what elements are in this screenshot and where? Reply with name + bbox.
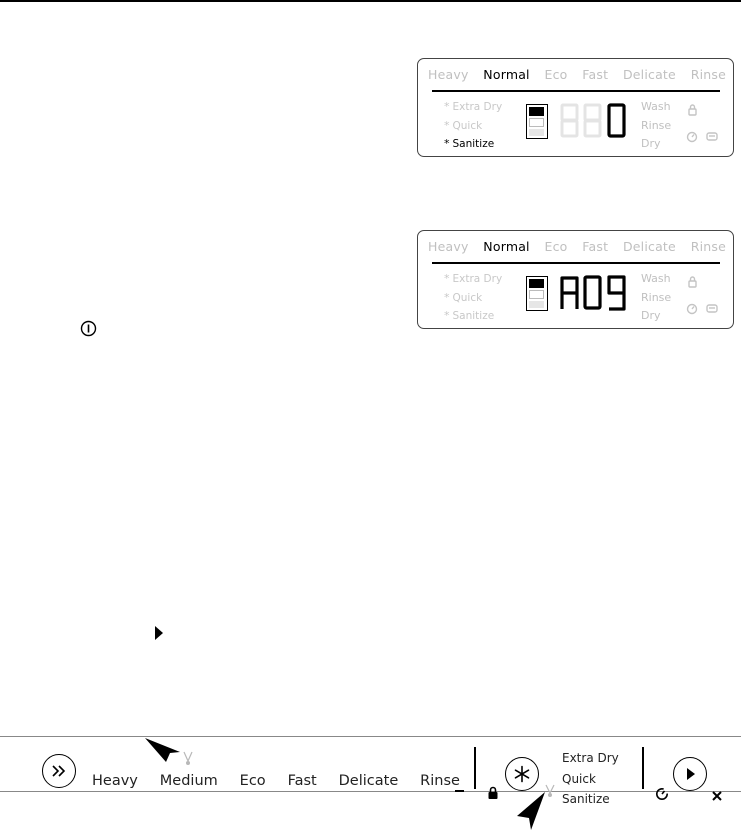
segment-display-icon [558, 102, 653, 140]
arrow-pointer-icon [143, 736, 203, 772]
cycle-rinse[interactable]: Rinse [420, 773, 460, 789]
panel-option-label: Sanitize [452, 310, 495, 322]
option-sanitize[interactable]: Sanitize [562, 792, 610, 806]
delay-timer-icon [688, 133, 697, 142]
display-panel-2 [417, 230, 734, 329]
panel-cycle-rinse: Rinse [690, 239, 726, 254]
close-icon[interactable] [711, 790, 723, 802]
asterisk-icon: * [444, 118, 450, 132]
panel-option-sanitize [444, 135, 534, 154]
phase-wash: Wash [641, 272, 671, 285]
cycle-fast[interactable]: Fast [287, 773, 317, 789]
cycle-heavy[interactable]: Heavy [92, 773, 138, 789]
panel-cycle-heavy: Heavy [428, 67, 469, 82]
segment-readout [558, 274, 653, 312]
segment-display-icon [558, 274, 653, 312]
level-bars-icon [526, 104, 548, 139]
panel-option-label: Extra Dry [452, 101, 503, 113]
option-extra-dry[interactable]: Extra Dry [562, 751, 619, 765]
cycle-medium[interactable]: Medium [159, 773, 218, 789]
lock-icon [689, 105, 696, 115]
arrow-pointer-icon [515, 782, 561, 832]
panel-status-icons [684, 275, 724, 325]
panel-cycle-eco: Eco [544, 239, 568, 254]
delay-timer-icon [688, 305, 697, 314]
lock-icon [487, 786, 499, 800]
level-bars-icon [526, 276, 548, 311]
panel-option-label: Sanitize [452, 138, 495, 150]
option-quick[interactable]: Quick [562, 771, 596, 786]
panel-cycle-fast: Fast [582, 67, 609, 82]
panel-cycle-list [428, 239, 726, 256]
asterisk-icon: * [444, 290, 450, 304]
panel-option-sanitize [444, 307, 534, 326]
wifi-icon [707, 305, 717, 312]
panel-phase-list [641, 270, 671, 326]
asterisk-icon: * [444, 272, 450, 285]
asterisk-icon: * [444, 309, 450, 322]
cycle-eco[interactable]: Eco [239, 773, 266, 789]
panel-cycle-rinse: Rinse [690, 67, 726, 82]
panel-option-label: Extra Dry [452, 273, 503, 285]
panel-divider [432, 262, 720, 264]
cycle-select-button[interactable] [42, 754, 76, 788]
option-list [562, 748, 619, 810]
strip-divider [474, 747, 476, 789]
strip-divider [642, 747, 644, 789]
power-icon [80, 320, 97, 337]
phase-rinse: Rinse [641, 290, 672, 304]
cycle-delicate[interactable]: Delicate [338, 773, 399, 789]
panel-status-icons [684, 103, 724, 153]
asterisk-icon: * [444, 100, 450, 113]
panel-cycle-delicate: Delicate [622, 239, 676, 254]
panel-cycle-heavy: Heavy [428, 239, 469, 254]
wifi-icon [707, 133, 717, 140]
panel-cycle-fast: Fast [582, 239, 609, 254]
asterisk-icon [512, 764, 532, 784]
top-rule [0, 0, 741, 2]
start-button[interactable] [673, 757, 707, 791]
control-strip-top-border [0, 736, 741, 737]
panel-option-quick [444, 289, 534, 308]
asterisk-icon: * [444, 137, 450, 150]
panel-cycle-eco: Eco [544, 67, 568, 82]
display-panel-1 [417, 58, 734, 157]
phase-dry: Dry [641, 309, 661, 322]
play-icon [155, 626, 163, 640]
panel-cycle-list [428, 67, 726, 84]
panel-option-extra-dry [444, 98, 534, 117]
panel-divider [432, 90, 720, 92]
play-circle-icon [683, 766, 697, 782]
panel-option-list [444, 270, 534, 326]
phase-wash: Wash [641, 100, 671, 113]
cycle-list [92, 773, 460, 793]
panel-option-label: Quick [452, 119, 483, 132]
panel-option-list [444, 98, 534, 154]
panel-cycle-normal: Normal [483, 67, 530, 82]
lock-icon [689, 277, 696, 287]
panel-option-quick [444, 117, 534, 136]
panel-option-label: Quick [452, 291, 483, 304]
panel-cycle-delicate: Delicate [622, 67, 676, 82]
double-chevron-right-icon [50, 764, 68, 778]
phase-dry: Dry [641, 137, 661, 150]
phase-rinse: Rinse [641, 118, 672, 132]
delay-timer-icon [655, 787, 669, 801]
underscore-mark [455, 790, 464, 792]
segment-readout [558, 102, 653, 140]
panel-phase-list [641, 98, 671, 154]
panel-cycle-normal: Normal [483, 239, 530, 254]
panel-option-extra-dry [444, 270, 534, 289]
